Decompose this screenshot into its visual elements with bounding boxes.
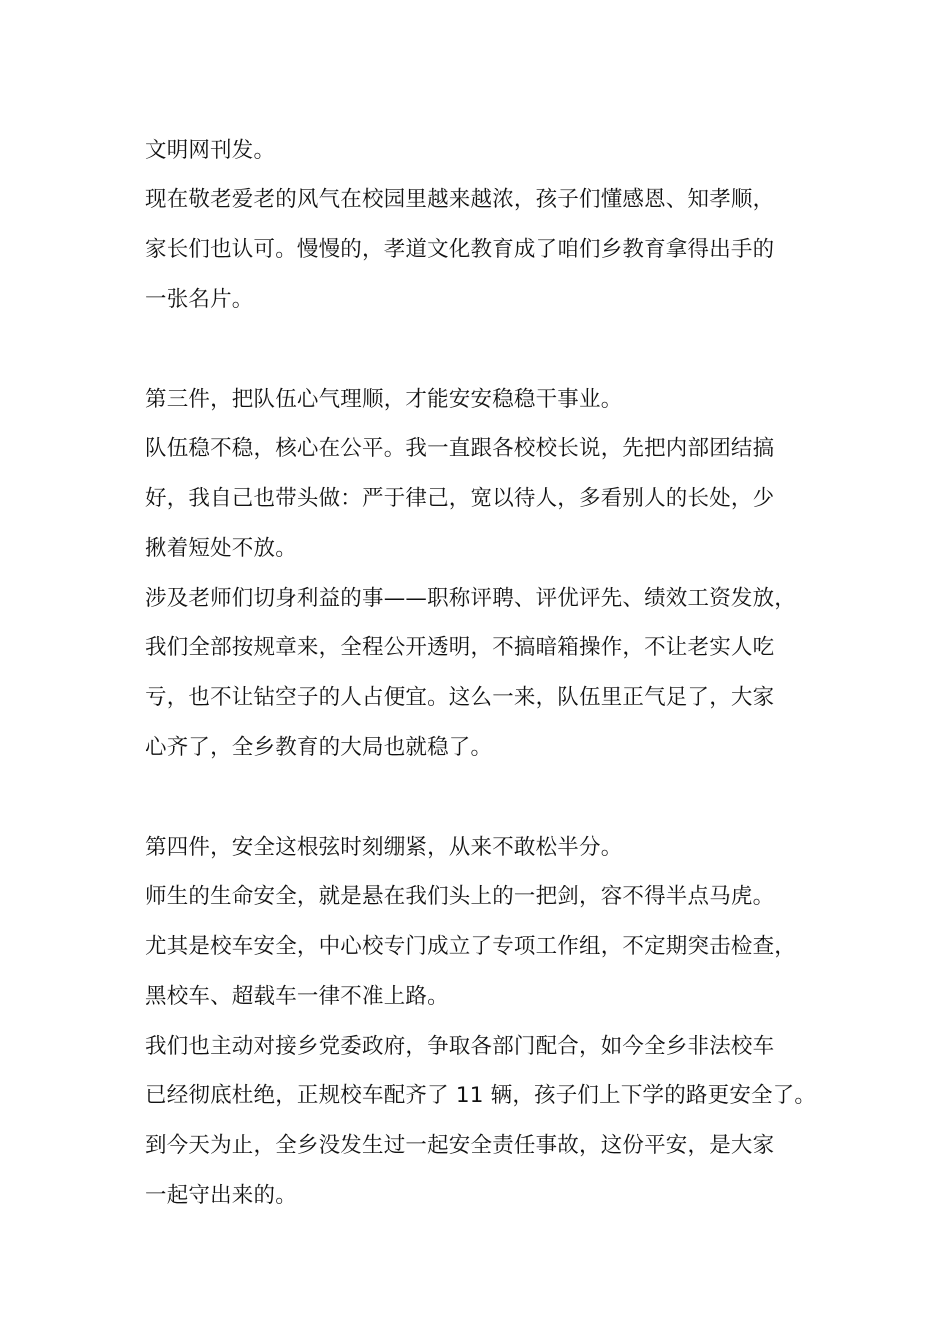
text-line: 一起守出来的。: [145, 1183, 297, 1208]
text-line: 黑校车、超载车一律不准上路。: [145, 984, 449, 1009]
text-line: 心齐了，全乡教育的大局也就稳了。: [145, 735, 493, 760]
text-line: 文明网刊发。: [145, 138, 276, 163]
section-heading: 第四件，安全这根弦时刻绷紧，从来不敢松半分。: [145, 835, 623, 860]
text-line: 家长们也认可。慢慢的，孝道文化教育成了咱们乡教育拿得出手的: [145, 237, 775, 262]
text-line: 涉及老师们切身利益的事——职称评聘、评优评先、绩效工资发放，: [145, 586, 797, 611]
text-line: 师生的生命安全，就是悬在我们头上的一把剑，容不得半点马虎。: [145, 884, 775, 909]
text-line: 好，我自己也带头做：严于律己，宽以待人，多看别人的长处，少: [145, 486, 775, 511]
text-line: 我们全部按规章来，全程公开透明，不搞暗箱操作，不让老实人吃: [145, 635, 775, 660]
text-line: 尤其是校车安全，中心校专门成立了专项工作组，不定期突击检查，: [145, 934, 797, 959]
text-line: 揪着短处不放。: [145, 536, 297, 561]
text-line: 已经彻底杜绝，正规校车配齐了 11 辆，孩子们上下学的路更安全了。: [145, 1083, 817, 1108]
text-line: 现在敬老爱老的风气在校园里越来越浓，孩子们懂感恩、知孝顺，: [145, 187, 775, 212]
text-line: 到今天为止，全乡没发生过一起安全责任事故，这份平安，是大家: [145, 1133, 775, 1158]
text-line: 我们也主动对接乡党委政府，争取各部门配合，如今全乡非法校车: [145, 1034, 775, 1059]
text-line: 队伍稳不稳，核心在公平。我一直跟各校校长说，先把内部团结搞: [145, 436, 775, 461]
text-line: 亏，也不让钻空子的人占便宜。这么一来，队伍里正气足了，大家: [145, 685, 775, 710]
text-line: 一张名片。: [145, 287, 254, 312]
section-heading: 第三件，把队伍心气理顺，才能安安稳稳干事业。: [145, 387, 623, 412]
